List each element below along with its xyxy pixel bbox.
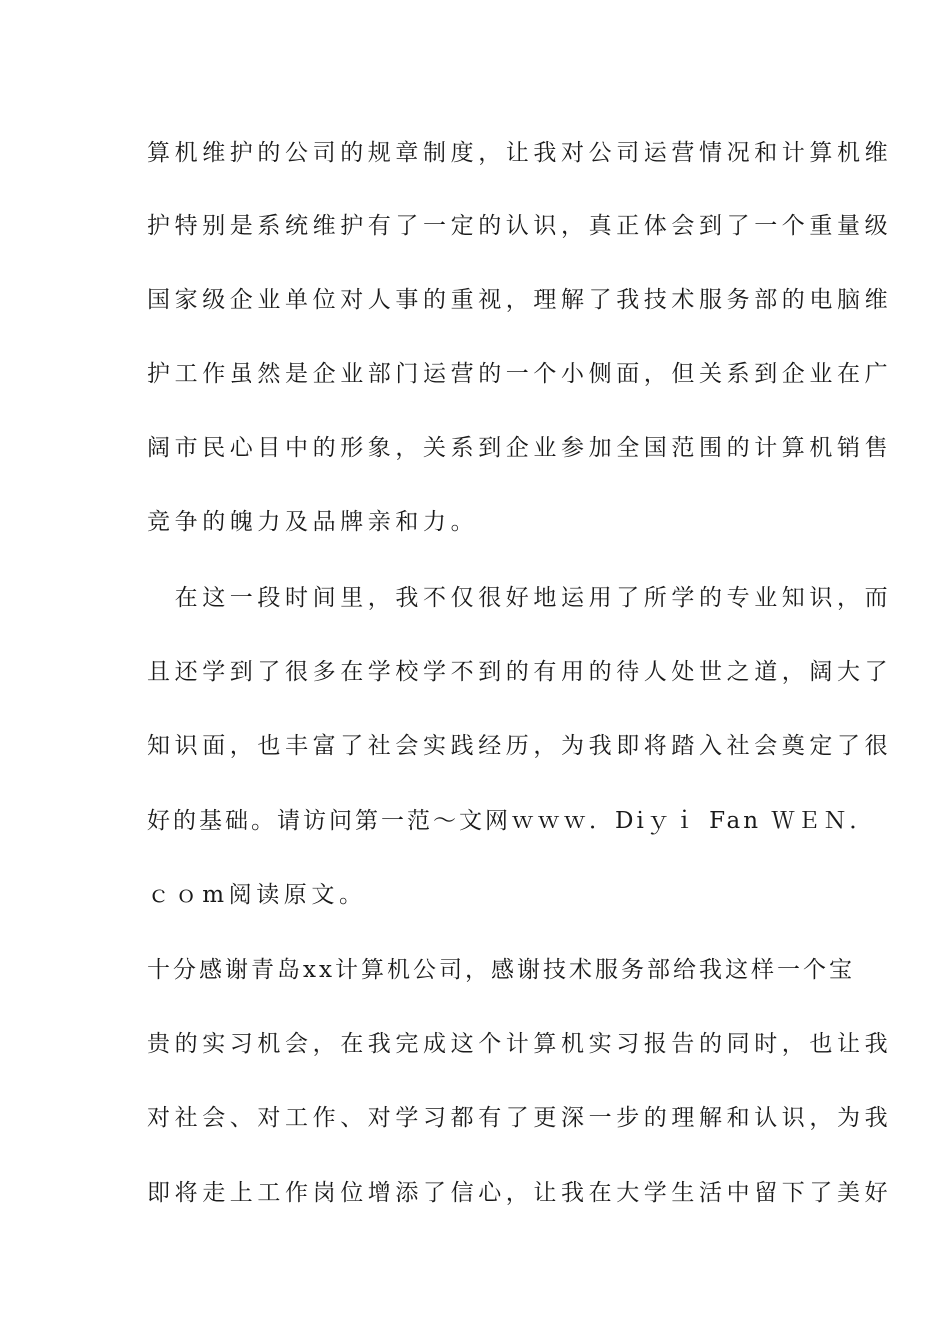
text-line: 好的基础。请访问第一范～文网ｗｗｗ．Diｙｉ Fan ＷＥＮ． <box>147 808 876 834</box>
text-line: 竞争的魄力及品牌亲和力。 <box>147 509 479 535</box>
text-line: 知识面，也丰富了社会实践经历，为我即将踏入社会奠定了很 <box>147 733 893 759</box>
text-line: 护特别是系统维护有了一定的认识，真正体会到了一个重量级 <box>147 213 893 239</box>
text-line: 贵的实习机会，在我完成这个计算机实习报告的同时，也让我 <box>147 1031 893 1057</box>
text-line: 算机维护的公司的规章制度，让我对公司运营情况和计算机维 <box>147 140 893 166</box>
text-line: 国家级企业单位对人事的重视，理解了我技术服务部的电脑维 <box>147 287 893 313</box>
text-line: 即将走上工作岗位增添了信心，让我在大学生活中留下了美好 <box>147 1180 893 1206</box>
text-line: 对社会、对工作、对学习都有了更深一步的理解和认识，为我 <box>147 1105 893 1131</box>
text-line: ｃｏm阅读原文。 <box>147 882 367 908</box>
text-line: 十分感谢青岛xx计算机公司，感谢技术服务部给我这样一个宝 <box>147 957 855 983</box>
text-line: 且还学到了很多在学校学不到的有用的待人处世之道，阔大了 <box>147 659 893 685</box>
text-line: 护工作虽然是企业部门运营的一个小侧面，但关系到企业在广 <box>147 361 893 387</box>
text-line: 在这一段时间里，我不仅很好地运用了所学的专业知识，而 <box>147 585 893 611</box>
text-line: 阔市民心目中的形象，关系到企业参加全国范围的计算机销售 <box>147 435 893 461</box>
